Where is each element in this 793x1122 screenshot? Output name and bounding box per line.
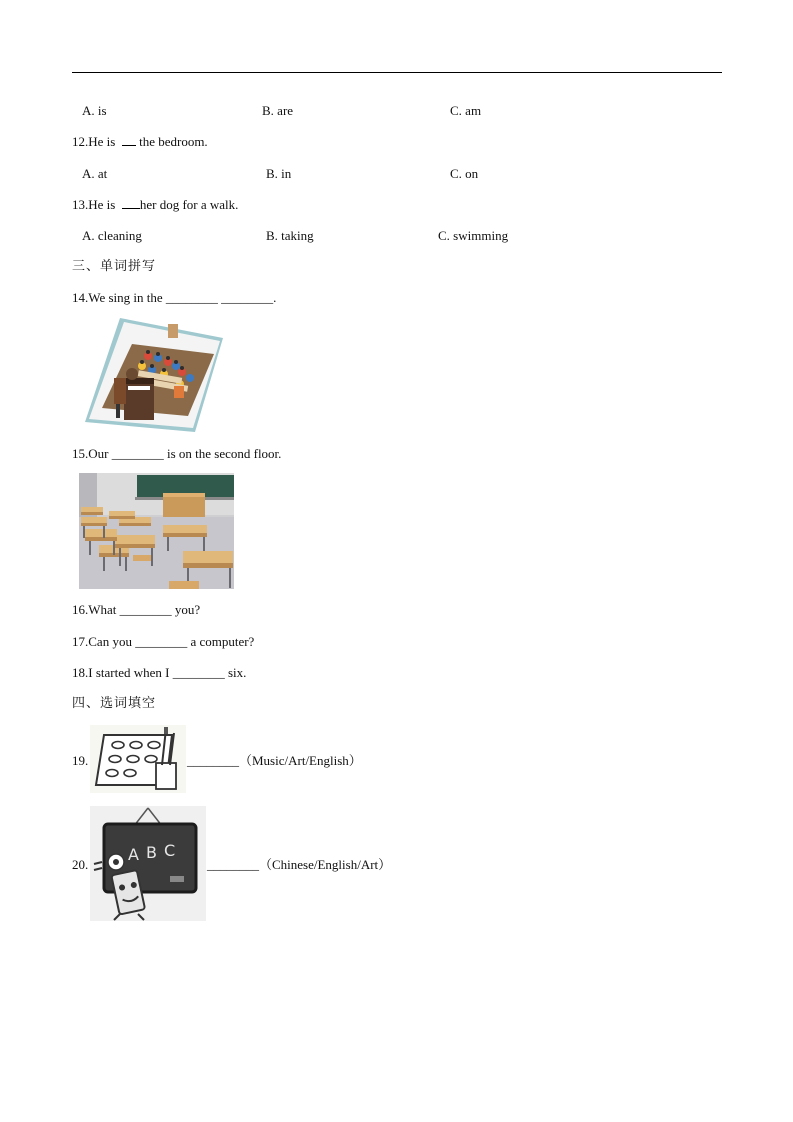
board-letter-b: B (146, 843, 157, 862)
q12-option-b[interactable]: B. in (266, 166, 292, 181)
q13-option-a[interactable]: A. cleaning (82, 228, 142, 243)
q12-option-c[interactable]: C. on (450, 166, 479, 181)
q13-blank[interactable] (122, 197, 140, 209)
q14-question: 14.We sing in the ________ ________. (72, 290, 277, 305)
q13-option-b[interactable]: B. taking (266, 228, 314, 243)
paint-palette-picture (90, 725, 186, 793)
q20-answer: ________（Chinese/English/Art） (207, 857, 392, 872)
q19-answer: ________（Music/Art/English） (187, 753, 362, 768)
q11-option-b[interactable]: B. are (262, 103, 294, 118)
header-rule (72, 72, 722, 73)
q18-question: 18.I started when I ________ six. (72, 665, 247, 680)
music-room-picture (80, 316, 225, 434)
q13-option-c[interactable]: C. swimming (438, 228, 509, 243)
q20-number: 20. (72, 857, 89, 872)
q12-question: 12.He is the bedroom. (72, 134, 208, 149)
q13-question: 13.He is her dog for a walk. (72, 197, 239, 212)
q19-number: 19. (72, 753, 89, 768)
q12-option-a[interactable]: A. at (82, 166, 108, 181)
q16-question: 16.What ________ you? (72, 602, 201, 617)
q11-option-c[interactable]: C. am (450, 103, 482, 118)
board-letter-c: C (164, 841, 176, 860)
section3-heading: 三、单词拼写 (72, 259, 157, 274)
q15-question: 15.Our ________ is on the second floor. (72, 446, 282, 461)
q17-question: 17.Can you ________ a computer? (72, 634, 255, 649)
section4-heading: 四、选词填空 (72, 696, 157, 711)
blackboard-picture (90, 806, 206, 921)
classroom-picture (79, 473, 234, 589)
q11-option-a[interactable]: A. is (82, 103, 107, 118)
q12-blank[interactable] (122, 134, 136, 146)
board-letter-a: A (128, 845, 139, 864)
